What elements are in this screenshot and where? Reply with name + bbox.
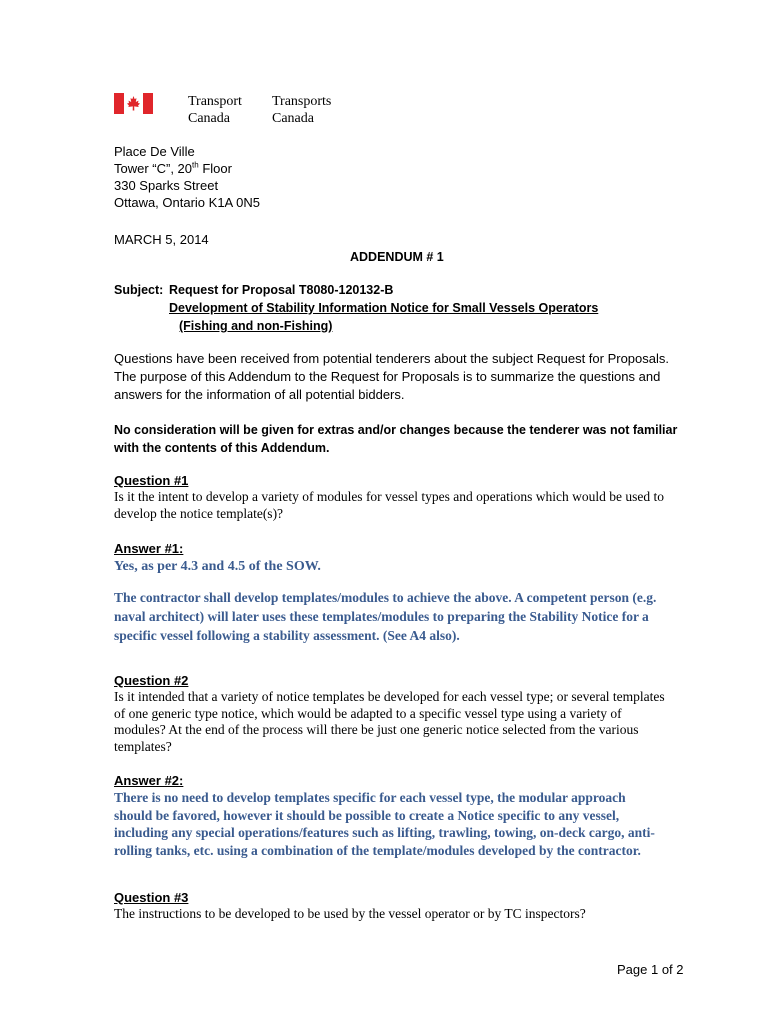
subject-label: Subject: [114, 283, 164, 297]
question-line: The instructions to be developed to be used by the vessel operator or by TC inspectors? [114, 906, 586, 921]
transports-canada-french [272, 93, 331, 127]
subject-line [169, 317, 598, 335]
question-3-text [114, 906, 684, 923]
subject-line-text: (Fishing and non-Fishing) [179, 319, 333, 333]
page-number: Page 1 of 2 [617, 962, 684, 977]
notice-line: with the contents of this Addendum. [114, 441, 330, 455]
question-line: develop the notice template(s)? [114, 505, 284, 521]
answer-line: including any special operations/features such as lifting, trawling, towing, on-deck cargo, anti- [114, 825, 655, 840]
answer-line: rolling tanks, etc. using a combination of the template/modules developed by the contractor. [114, 842, 641, 858]
answer-line: There is no need to develop templates specific for each vessel type, the modular approach [114, 790, 626, 805]
question-line: Is it intended that a variety of notice templates be developed for each vessel type; or several templates [114, 689, 665, 704]
english-name-line2: Canada [188, 111, 230, 126]
address-text: Tower “C”, 20 [114, 161, 193, 176]
question-line: modules? At the end of the process will there be just one generic notice selected from the various [114, 722, 639, 737]
notice-paragraph [114, 421, 714, 457]
answer-2-text [114, 789, 684, 859]
answer-2-label: Answer #2: [114, 773, 184, 788]
question-2-text [114, 689, 684, 755]
subject-line: Request for Proposal T8080-120132-B [169, 283, 394, 297]
address-line [114, 160, 260, 177]
intro-line: The purpose of this Addendum to the Request for Proposals is to summarize the questions and [114, 369, 661, 384]
question-line: of one generic type notice, which would be adapted to a specific vessel type using a variety of [114, 705, 622, 721]
question-3-label: Question #3 [114, 890, 189, 905]
canada-flag-icon [114, 93, 153, 114]
answer-1-label: Answer #1: [114, 541, 184, 556]
answer-1-detail [114, 588, 684, 645]
subject-line: Development of Stability Information Notice for Small Vessels Operators [169, 301, 599, 315]
answer-1-summary: Yes, as per 4.3 and 4.5 of the SOW. [114, 559, 321, 574]
answer-line: naval architect) will later uses these templates/modules to preparing the Stability Notice for a [114, 609, 649, 624]
answer-line: specific vessel following a stability assessment. (See A4 also). [114, 628, 460, 643]
answer-line: should be favored, however it should be possible to create a Notice specific to any vessel, [114, 807, 620, 823]
mailing-address [114, 143, 260, 211]
address-line: Place De Ville [114, 144, 195, 159]
document-date: MARCH 5, 2014 [114, 232, 209, 247]
address-text: Floor [198, 161, 232, 176]
english-name-line1: Transport [188, 94, 242, 109]
question-2-label: Question #2 [114, 673, 189, 688]
intro-paragraph [114, 350, 714, 404]
notice-line: No consideration will be given for extras and/or changes because the tenderer was not familiar [114, 423, 678, 437]
question-line: templates? [114, 738, 172, 754]
intro-line: answers for the information of all potential bidders. [114, 387, 405, 402]
answer-line: The contractor shall develop templates/modules to achieve the above. A competent person (e.g. [114, 590, 657, 605]
french-name-line2: Canada [272, 111, 314, 126]
address-line: Ottawa, Ontario K1A 0N5 [114, 195, 260, 210]
question-line: Is it the intent to develop a variety of modules for vessel types and operations which would be used to [114, 489, 664, 504]
question-1-text [114, 489, 684, 522]
addendum-title: ADDENDUM # 1 [350, 250, 444, 264]
question-1-label: Question #1 [114, 473, 189, 488]
address-line: 330 Sparks Street [114, 178, 219, 193]
intro-line: Questions have been received from potential tenderers about the subject Request for Proposals. [114, 351, 669, 366]
french-name-line1: Transports [272, 94, 332, 109]
ordinal-suffix: th [192, 160, 199, 170]
transport-canada-english [188, 93, 242, 127]
